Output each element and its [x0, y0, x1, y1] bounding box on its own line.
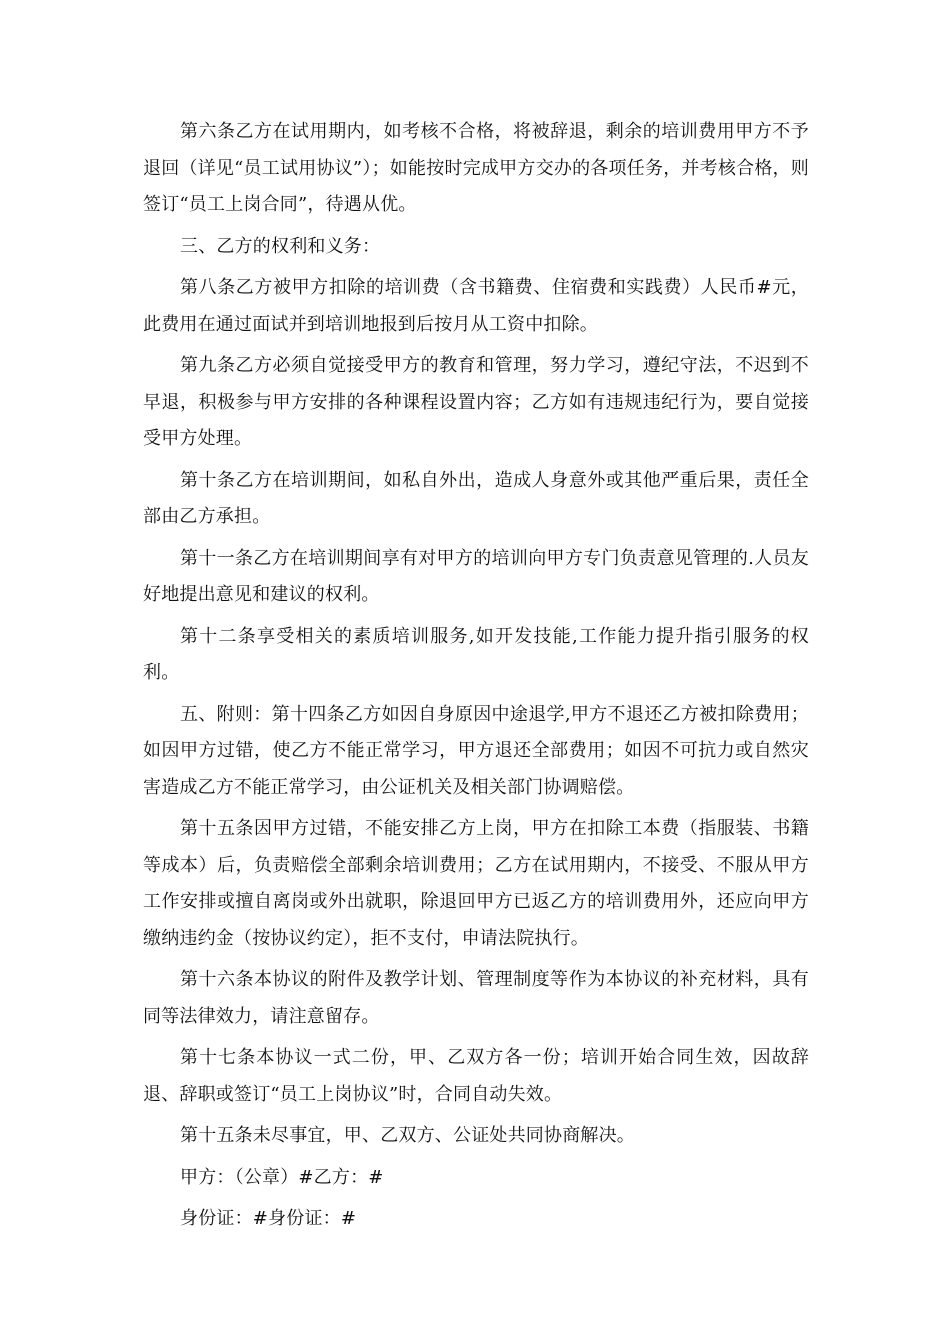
paragraph-article-15-unresolved-matters: 第十五条未尽事宜，甲、乙双方、公证处共同协商解决。: [180, 1125, 635, 1146]
document-body: [143, 114, 809, 1243]
paragraph-article-9: 第九条乙方必须自觉接受甲方的教育和管理，努力学习，遵纪守法，不迟到不早退，积极参与甲方安排的各种课程设置内容；乙方如有违规违纪行为，要自觉接受甲方处理。: [143, 355, 809, 449]
paragraph-article-15: 第十五条因甲方过错，不能安排乙方上岗，甲方在扣除工本费（指服装、书籍等成本）后，负责赔偿全部剩余培训费用；乙方在试用期内，不接受、不服从甲方工作安排或擅自离岗或外出就职，除退回甲方已返乙方的培训费用外，还应向甲方缴纳违约金（按协议约定），拒不支付，申请法院执行。: [143, 818, 809, 949]
paragraph-supplementary-article-14: 五、附则：第十四条乙方如因自身原因中途退学,甲方不退还乙方被扣除费用；如因甲方过错，使乙方不能正常学习，甲方退还全部费用；如因不可抗力或自然灾害造成乙方不能正常学习，由公证机关及相关部门协调赔偿。: [143, 703, 809, 798]
signature-line-parties: 甲方：（公章）#乙方：#: [180, 1166, 384, 1188]
paragraph-article-11: 第十一条乙方在培训期间享有对甲方的培训向甲方专门负责意见管理的.人员友好地提出意见和建议的权利。: [143, 547, 809, 605]
paragraph-article-12: 第十二条享受相关的素质培训服务,如开发技能,工作能力提升指引服务的权利。: [143, 625, 809, 683]
paragraph-article-10: 第十条乙方在培训期间，如私自外出，造成人身意外或其他严重后果，责任全部由乙方承担。: [143, 469, 809, 527]
paragraph-article-17: 第十七条本协议一式二份，甲、乙双方各一份；培训开始合同生效，因故辞退、辞职或签订“员工上岗协议”时，合同自动失效。: [143, 1047, 809, 1105]
paragraph-article-16: 第十六条本协议的附件及教学计划、管理制度等作为本协议的补充材料，具有同等法律效力，请注意留存。: [143, 969, 809, 1027]
paragraph-article-8: 第八条乙方被甲方扣除的培训费（含书籍费、住宿费和实践费）人民币#元，此费用在通过面试并到培训地报到后按月从工资中扣除。: [143, 277, 809, 335]
section-heading-rights-obligations: 三、乙方的权利和义务：: [180, 235, 381, 257]
signature-line-id-cards: 身份证：#身份证：#: [180, 1208, 357, 1229]
paragraph-article-6: 第六条乙方在试用期内，如考核不合格，将被辞退，剩余的培训费用甲方不予退回（详见“员工试用协议”）；如能按时完成甲方交办的各项任务，并考核合格，则签订“员工上岗合同”，待遇从优。: [143, 121, 809, 215]
